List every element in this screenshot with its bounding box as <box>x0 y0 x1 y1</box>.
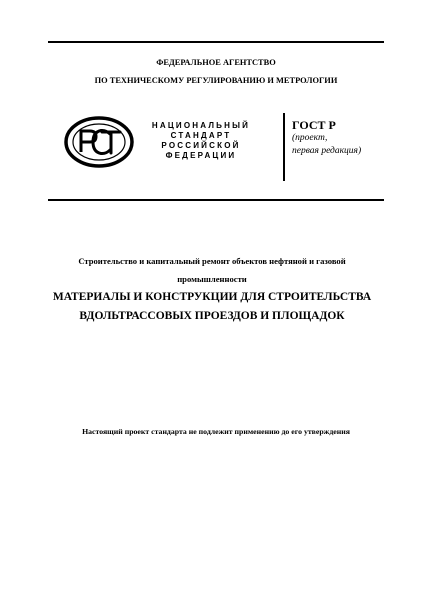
national-line-1: НАЦИОНАЛЬНЫЙ <box>151 121 251 130</box>
series-line-2: промышленности <box>177 274 247 284</box>
gost-note-line-2: первая редакция) <box>292 146 362 156</box>
gost-note-line-1: (проект, <box>292 133 328 143</box>
national-line-2: СТАНДАРТ <box>170 131 232 140</box>
main-title-line-1: МАТЕРИАЛЫ И КОНСТРУКЦИИ ДЛЯ СТРОИТЕЛЬСТВА <box>52 291 372 303</box>
gost-code: ГОСТ Р <box>292 118 336 132</box>
gost-block <box>292 118 361 158</box>
document-title <box>52 252 372 326</box>
top-rule <box>48 41 384 43</box>
draft-notice: Настоящий проект стандарта не подлежит применению до его утверждения <box>82 427 350 436</box>
national-standard-label <box>140 121 262 161</box>
agency-header <box>48 54 384 90</box>
rst-emblem-icon <box>64 116 134 168</box>
main-title-line-2: ВДОЛЬТРАССОВЫХ ПРОЕЗДОВ И ПЛОЩАДОК <box>79 310 345 322</box>
national-line-4: ФЕДЕРАЦИИ <box>165 151 237 160</box>
agency-line-2: ПО ТЕХНИЧЕСКОМУ РЕГУЛИРОВАНИЮ И МЕТРОЛОГИИ <box>94 76 338 85</box>
series-line-1: Строительство и капитальный ремонт объектов нефтяной и газовой <box>78 256 346 266</box>
middle-rule <box>48 199 384 201</box>
vertical-divider <box>283 113 285 181</box>
agency-line-1: ФЕДЕРАЛЬНОЕ АГЕНТСТВО <box>156 58 276 67</box>
national-line-3: РОССИЙСКОЙ <box>161 141 241 150</box>
